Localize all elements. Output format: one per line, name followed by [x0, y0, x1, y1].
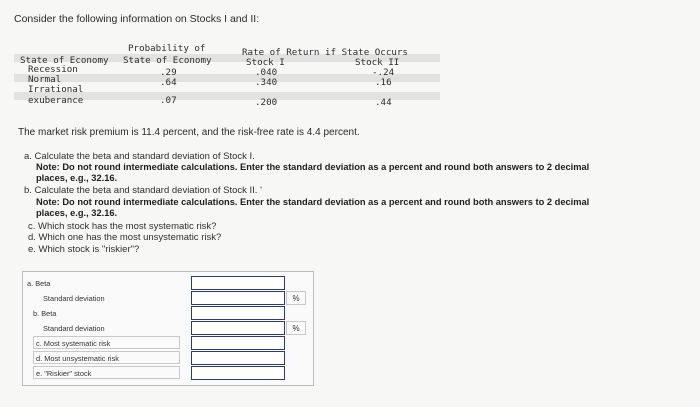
question-c: c. Which stock has the most systematic risk?: [28, 221, 217, 232]
answer-row-beta-2: [23, 305, 313, 320]
answer-label: a. Beta: [27, 279, 51, 288]
header-state-of-economy: State of Economy: [20, 55, 109, 66]
header-probability: Probability of: [128, 43, 206, 54]
most-unsystematic-input[interactable]: [191, 351, 285, 365]
question-b: b. Calculate the beta and standard deviation of Stock II. ': [24, 185, 262, 196]
row-stock-2-return: .44: [375, 97, 392, 108]
row-state-cont: exuberance: [28, 95, 84, 106]
header-rate-of-return: Rate of Return if State Occurs: [242, 47, 408, 58]
beta-stock-2-input[interactable]: [191, 306, 285, 320]
row-state: Recession: [28, 64, 78, 75]
answer-label: Standard deviation: [43, 294, 105, 303]
answer-label: d. Most unsystematic risk: [36, 354, 119, 363]
answer-label: b. Beta: [33, 309, 57, 318]
row-probability: .29: [160, 67, 177, 78]
most-systematic-input[interactable]: [191, 336, 285, 350]
beta-stock-1-input[interactable]: [191, 276, 285, 290]
header-stock-2: Stock II: [355, 57, 400, 68]
sd-stock-1-input[interactable]: [191, 291, 285, 305]
answer-label: e. "Riskier" stock: [36, 369, 92, 378]
question-b-note-cont: places, e.g., 32.16.: [36, 208, 118, 218]
row-stock-1-return: .200: [255, 97, 278, 108]
row-stock-2-return: -.24: [372, 67, 395, 78]
question-a-note-cont: places, e.g., 32.16.: [36, 173, 118, 183]
answer-row-sd-1: [23, 290, 313, 305]
header-stock-1: Stock I: [246, 57, 285, 68]
question-e: e. Which stock is "riskier"?: [28, 244, 140, 255]
answer-label: Standard deviation: [43, 324, 105, 333]
row-state: Irrational: [28, 84, 84, 95]
returns-table: [14, 44, 440, 112]
question-a: a. Calculate the beta and standard deviation of Stock I.: [24, 151, 255, 162]
answer-row-sd-2: [23, 320, 313, 335]
row-state: Normal: [28, 74, 62, 85]
answer-row-unsystematic: [23, 350, 313, 365]
market-premium-text: The market risk premium is 11.4 percent, and the risk-free rate is 4.4 percent.: [18, 127, 360, 138]
answer-label: c. Most systematic risk: [36, 339, 111, 348]
answer-panel: [22, 271, 314, 386]
header-probability-state: State of Economy: [123, 55, 212, 66]
question-b-note: Note: Do not round intermediate calculations. Enter the standard deviation as a percent and round both answers to 2 decimal: [36, 197, 590, 207]
question-d: d. Which one has the most unsystematic risk?: [28, 232, 222, 243]
row-stock-2-return: .16: [375, 77, 392, 88]
sd-stock-2-input[interactable]: [191, 321, 285, 335]
percent-unit: %: [286, 321, 306, 335]
row-probability: .07: [160, 95, 177, 106]
question-a-note: Note: Do not round intermediate calculations. Enter the standard deviation as a percent and round both answers to 2 decimal: [36, 162, 590, 172]
answer-row-systematic: [23, 335, 313, 350]
row-probability: .64: [160, 77, 177, 88]
row-stock-1-return: .340: [255, 77, 278, 88]
riskier-stock-input[interactable]: [191, 366, 285, 380]
answer-row-beta-1: [23, 275, 313, 290]
problem-intro: Consider the following information on Stocks I and II:: [14, 13, 260, 25]
percent-unit: %: [286, 291, 306, 305]
row-stock-1-return: .040: [255, 67, 278, 78]
answer-row-riskier: [23, 365, 313, 380]
